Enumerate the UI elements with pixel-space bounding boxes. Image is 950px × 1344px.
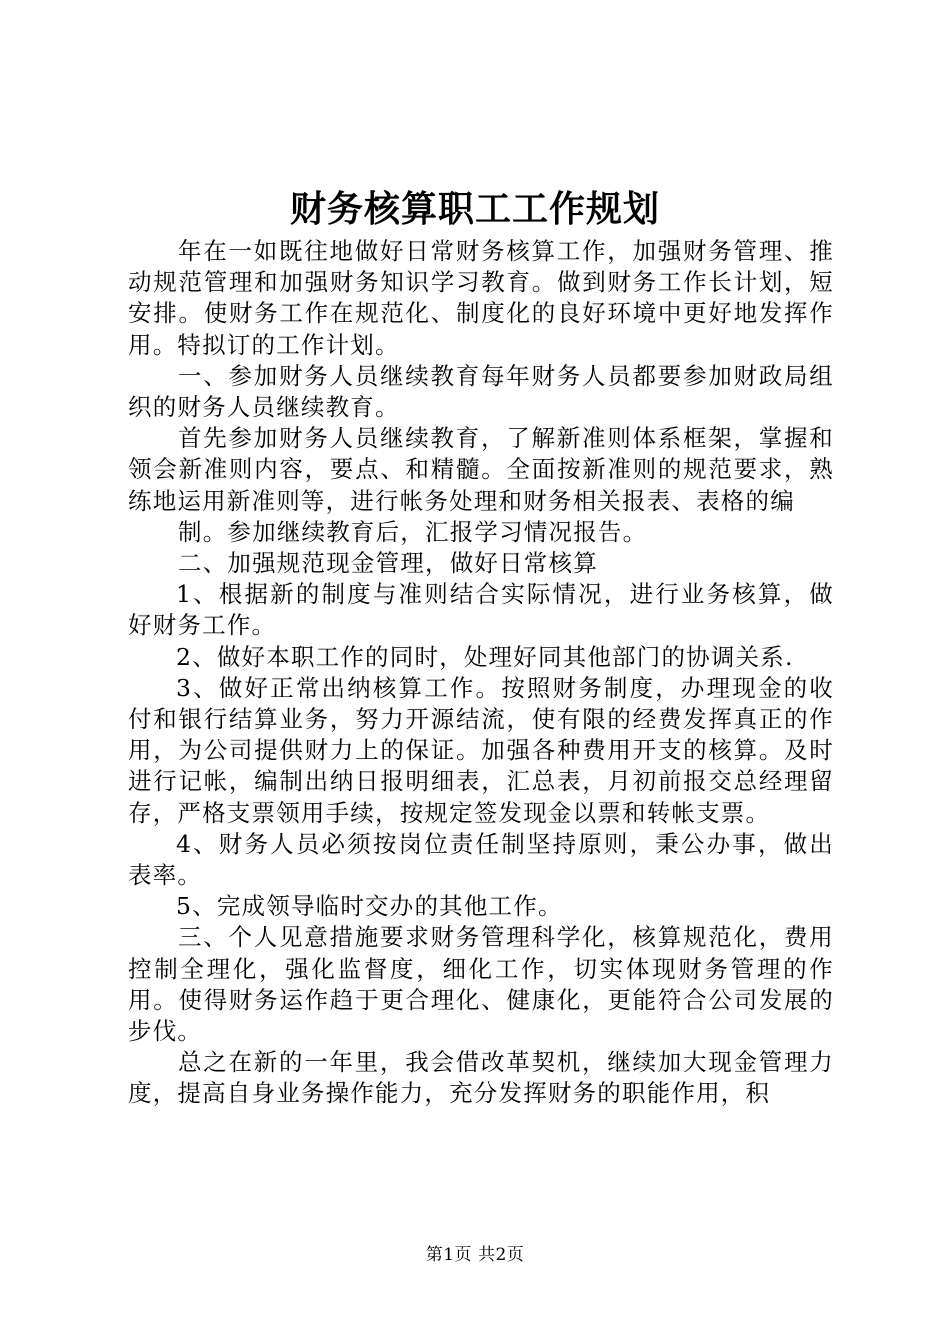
document-body — [128, 236, 834, 1110]
paragraph-item-5: 5、完成领导临时交办的其他工作。 — [176, 892, 563, 921]
paragraph-item-3: 3、做好正常出纳核算工作。按照财务制度，办理现金的收付和银行结算业务，努力开源结流，使有限的经费发挥真正的作用，为公司提供财力上的保证。加强各种费用开支的核算。及时进行记帐，编制出纳日报明细表，汇总表，月初前报交总经理留存，严格支票领用手续，按规定签发现金以票和转帐支票。 — [128, 673, 834, 827]
page-title: 财务核算职工工作规划 — [289, 188, 660, 230]
paragraph-item-4: 4、财务人员必须按岗位责任制坚持原则，秉公办事，做出表率。 — [128, 829, 834, 890]
paragraph-section-1-body: 首先参加财务人员继续教育，了解新准则体系框架，掌握和领会新准则内容，要点、和精髓。全面按新准则的规范要求，熟练地运用新准则等，进行帐务处理和财务相关报表、表格的编 — [128, 424, 834, 515]
paragraph-conclusion: 总之在新的一年里，我会借改革契机，继续加大现金管理力度，提高自身业务操作能力，充分发挥财务的职能作用，积 — [128, 1048, 834, 1108]
paragraph-section-1-heading: 一、参加财务人员继续教育每年财务人员都要参加财政局组织的财务人员继续教育。 — [128, 361, 834, 422]
paragraph-intro: 年在一如既往地做好日常财务核算工作，加强财务管理、推动规范管理和加强财务知识学习教育。做到财务工作长计划，短安排。使财务工作在规范化、制度化的良好环境中更好地发挥作用。特拟订的工作计划。 — [128, 237, 834, 359]
paragraph-item-1: 1、根据新的制度与准则结合实际情况，进行业务核算，做好财务工作。 — [128, 580, 834, 640]
paragraph-item-2: 2、做好本职工作的同时，处理好同其他部门的协调关系. — [176, 642, 794, 671]
paragraph-section-2-heading: 二、加强规范现金管理，做好日常核算 — [178, 549, 598, 578]
paragraph-section-1-continued: 制。参加继续教育后，汇报学习情况报告。 — [178, 517, 648, 546]
page-number-footer: 第1页 共2页 — [425, 1245, 525, 1265]
paragraph-section-3: 三、个人见意措施要求财务管理科学化，核算规范化，费用控制全理化，强化监督度，细化工作，切实体现财务管理的作用。使得财务运作趋于更合理化、健康化，更能符合公司发展的步伐。 — [128, 923, 834, 1046]
